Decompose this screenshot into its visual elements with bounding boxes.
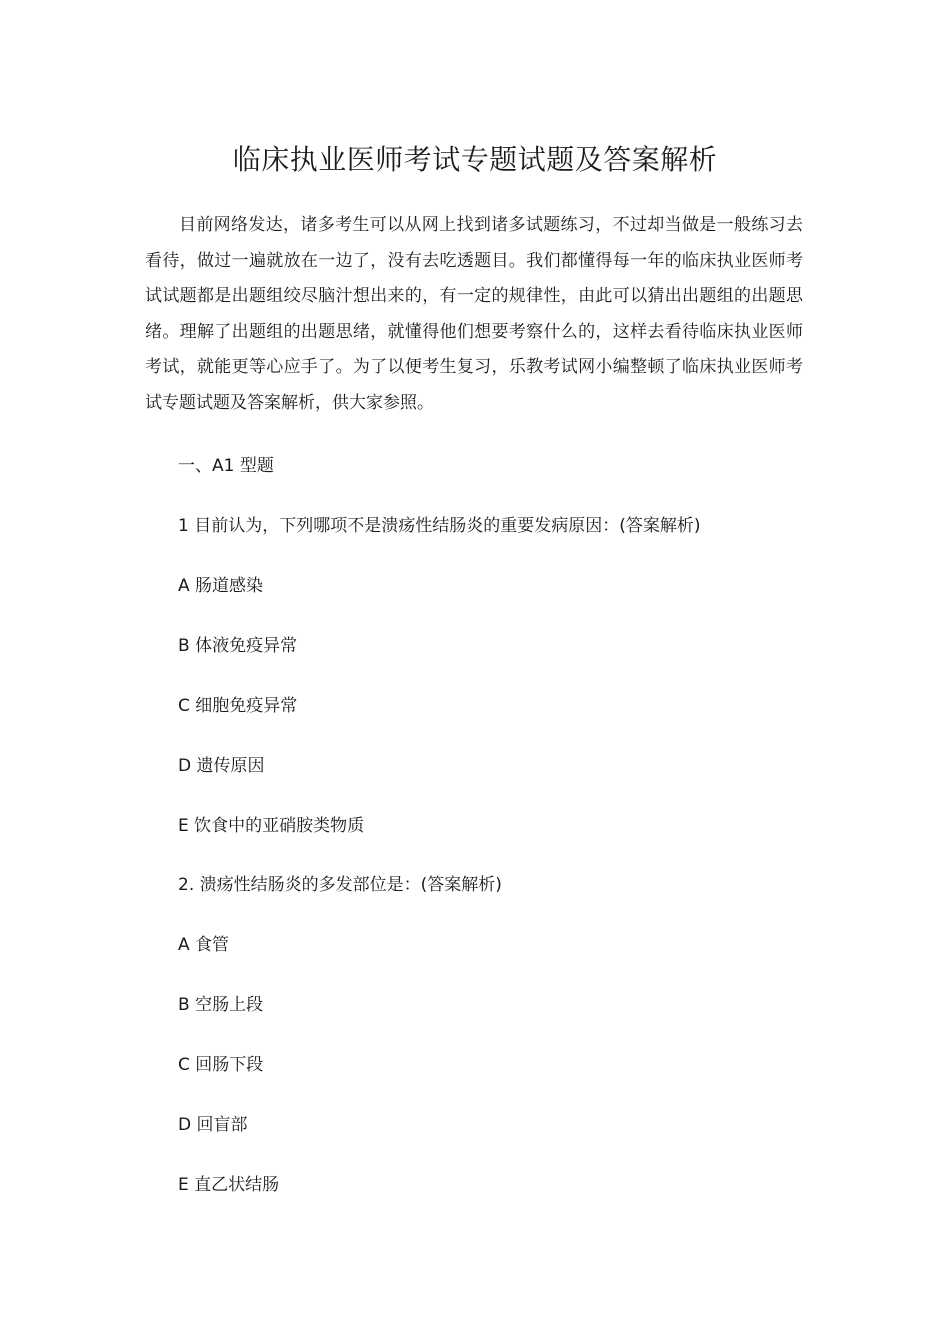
section-heading: 一、A1 型题	[178, 456, 274, 476]
question-1-option-e: E 饮食中的亚硝胺类物质	[178, 816, 365, 836]
question-1-stem: 1 目前认为，下列哪项不是溃疡性结肠炎的重要发病原因：(答案解析)	[178, 516, 701, 536]
question-2-option-c: C 回肠下段	[178, 1055, 264, 1075]
question-1-option-b: B 体液免疫异常	[178, 636, 298, 656]
question-2-option-e: E 直乙状结肠	[178, 1175, 280, 1195]
document-title: 临床执业医师考试专题试题及答案解析	[232, 143, 718, 176]
intro-paragraph: 目前网络发达，诸多考生可以从网上找到诸多试题练习，不过却当做是一般练习去看待，做过一遍就放在一边了，没有去吃透题目。我们都懂得每一年的临床执业医师考试试题都是出题组绞尽脑汁想出来的，有一定的规律性，由此可以猜出出题组的出题思绪。理解了出题组的出题思绪，就懂得他们想要考察什么的，这样去看待临床执业医师考试，就能更等心应手了。为了以便考生复习，乐教考试网小编整顿了临床执业医师考试专题试题及答案解析，供大家参照。	[145, 215, 803, 413]
question-1-option-c: C 细胞免疫异常	[178, 696, 298, 716]
question-2-option-a: A 食管	[178, 935, 230, 955]
question-1-option-d: D 遗传原因	[178, 756, 265, 776]
question-2-stem: 2. 溃疡性结肠炎的多发部位是：(答案解析)	[178, 875, 502, 895]
question-1-option-a: A 肠道感染	[178, 576, 264, 596]
question-2-option-b: B 空肠上段	[178, 995, 264, 1015]
question-2-option-d: D 回盲部	[178, 1115, 248, 1135]
